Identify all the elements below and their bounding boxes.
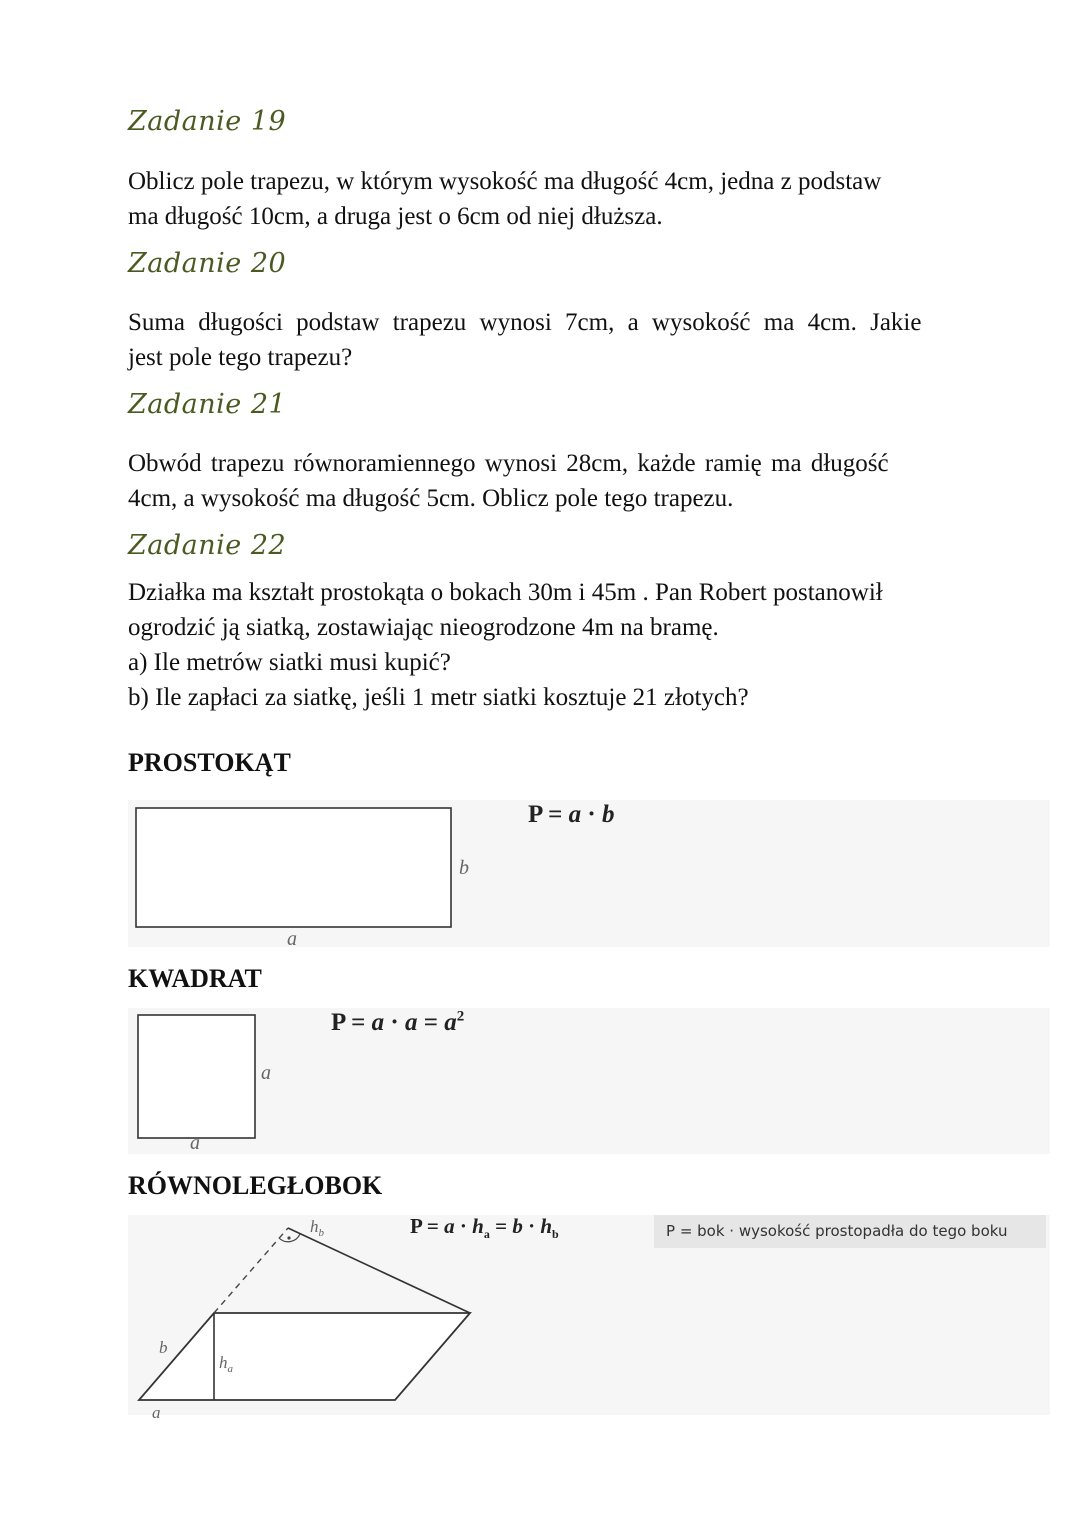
square-label-a-bottom: a — [190, 1132, 200, 1154]
task-22-line-1: Działka ma kształt prostokąta o bokach 30m i 45m . Pan Robert postanowił — [128, 579, 883, 606]
parallelogram-formula-dot2: · — [528, 1214, 536, 1238]
square-shape — [138, 1015, 255, 1138]
parallelogram-formula-p: P — [410, 1214, 422, 1238]
label-ha-sub: a — [227, 1363, 233, 1375]
parallelogram-formula-sub-a: a — [483, 1227, 490, 1242]
task-22-title: Zadanie 22 — [128, 530, 287, 561]
task-20-line-2: jest pole tego trapezu? — [128, 344, 353, 371]
task-19-line-1: Oblicz pole trapezu, w którym wysokość ma długość 4cm, jedna z podstaw — [128, 168, 882, 195]
parallelogram-formula-h1: h — [472, 1214, 484, 1238]
rectangle-label-b: b — [459, 857, 469, 879]
task-21-text — [128, 446, 950, 516]
rectangle-formula-a: a — [568, 801, 582, 828]
square-formula-a3: a — [444, 1009, 457, 1036]
square-formula-a2: a — [405, 1009, 418, 1036]
label-hb-h: h — [310, 1217, 319, 1236]
rectangle-shape — [136, 808, 451, 927]
task-20-line-1: Suma długości podstaw trapezu wynosi 7cm, a wysokość ma 4cm. Jakie — [128, 309, 922, 336]
square-formula-dot: · — [390, 1009, 399, 1036]
task-21-line-1: Obwód trapezu równoramiennego wynosi 28cm, każde ramię ma długość — [128, 450, 889, 477]
rectangle-formula-p: P — [528, 801, 542, 828]
parallelogram-label-hb — [310, 1217, 325, 1239]
height-b-line — [288, 1228, 470, 1313]
parallelogram-shape — [139, 1313, 470, 1400]
square-diagram — [0, 1008, 1080, 1158]
right-angle-dot — [287, 1236, 290, 1239]
task-22-line-3: a) Ile metrów siatki musi kupić? — [128, 649, 451, 676]
rectangle-formula-b: b — [602, 801, 615, 828]
parallelogram-formula-eq1: = — [426, 1214, 439, 1238]
rectangle-area-formula — [528, 801, 615, 829]
parallelogram-area-note: P = bok · wysokość prostopadła do tego boku — [654, 1215, 1046, 1248]
parallelogram-formula-sub-b: b — [552, 1227, 559, 1242]
square-label-a-side: a — [261, 1062, 271, 1084]
task-21-line-2: 4cm, a wysokość ma długość 5cm. Oblicz pole tego trapezu. — [128, 485, 734, 512]
rectangle-heading: PROSTOKĄT — [128, 748, 291, 777]
task-20-title: Zadanie 20 — [128, 248, 287, 279]
parallelogram-formula-b: b — [512, 1214, 523, 1238]
square-formula-eq1: = — [351, 1009, 366, 1036]
rectangle-formula-eq: = — [548, 801, 563, 828]
task-22-line-4: b) Ile zapłaci za siatkę, jeśli 1 metr siatki kosztuje 21 złotych? — [128, 684, 749, 711]
side-b-extension — [214, 1228, 288, 1313]
square-heading: KWADRAT — [128, 964, 262, 993]
square-formula-exponent: 2 — [456, 1008, 465, 1025]
parallelogram-label-a: a — [152, 1403, 161, 1422]
square-formula-p: P — [331, 1009, 345, 1036]
square-formula-eq2: = — [423, 1009, 438, 1036]
task-22-line-2: ogrodzić ją siatką, zostawiając nieogrodzone 4m na bramę. — [128, 614, 719, 641]
parallelogram-formula-dot1: · — [459, 1214, 467, 1238]
task-21-title: Zadanie 21 — [128, 389, 287, 420]
parallelogram-label-b: b — [159, 1338, 168, 1357]
label-ha-h: h — [219, 1353, 228, 1372]
parallelogram-formula-a: a — [444, 1214, 455, 1238]
task-19-title: Zadanie 19 — [128, 106, 287, 137]
parallelogram-area-formula — [410, 1214, 559, 1242]
task-19-text — [128, 164, 950, 234]
task-20-text — [128, 305, 950, 375]
task-22-text — [128, 575, 950, 715]
parallelogram-formula-eq2: = — [495, 1214, 508, 1238]
rectangle-formula-dot: · — [587, 801, 596, 828]
rectangle-label-a: a — [287, 928, 297, 950]
task-19-line-2: ma długość 10cm, a druga jest o 6cm od niej dłuższa. — [128, 203, 663, 230]
parallelogram-formula-h2: h — [540, 1214, 553, 1238]
parallelogram-heading: RÓWNOLEGŁOBOK — [128, 1171, 383, 1200]
label-hb-sub: b — [318, 1227, 324, 1239]
square-formula-a1: a — [371, 1009, 385, 1036]
square-area-formula — [331, 1009, 464, 1037]
